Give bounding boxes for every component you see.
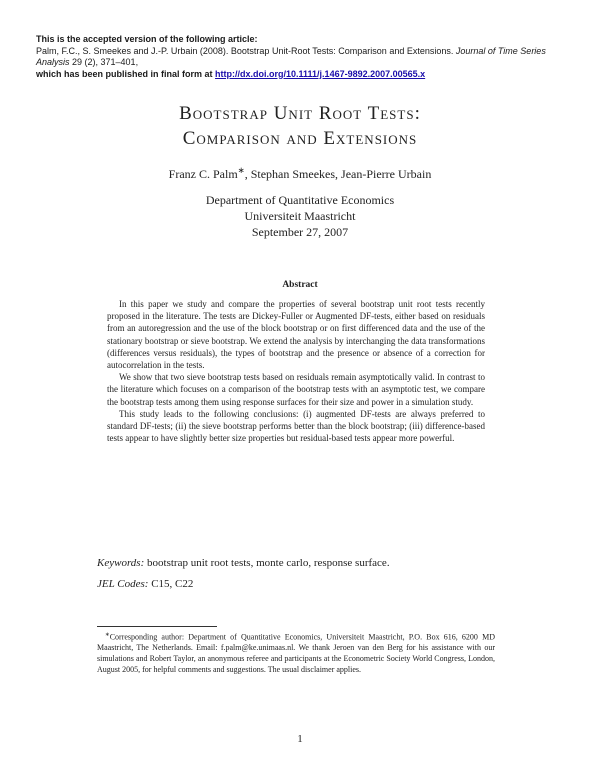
page-number: 1	[297, 733, 303, 745]
keywords-label: Keywords:	[97, 557, 145, 569]
footnote-text: Corresponding author: Department of Quantitative Economics, Universiteit Maastricht, P.O. Box 616, 6200 MD Maastricht, The Netherlands. Email: f.palm@ke.unimaas.nl. We thank Jeroen van den Berg for his assistance with our simulations and Robert Taylor, an anonymous referee and participants at the Econometric Society World Congress, London, August 2005, for helpful comments and suggestions. The usual disclaimer applies.	[97, 632, 495, 674]
footnote-marker: ∗	[105, 632, 110, 638]
author-first: Franz C. Palm	[168, 167, 238, 181]
paper-title-line2: Comparison and Extensions	[182, 128, 418, 149]
paper-title-line1: Bootstrap Unit Root Tests:	[179, 103, 421, 124]
jel-value: C15, C22	[148, 578, 194, 590]
footnote-rule	[97, 626, 217, 627]
footnote	[97, 630, 495, 675]
jel-label: JEL Codes:	[97, 578, 149, 590]
doi-link[interactable]: http://dx.doi.org/10.1111/j.1467-9892.2007.00565.x	[215, 68, 426, 79]
published-line	[36, 69, 576, 81]
author-footnote-marker[interactable]: ∗	[237, 166, 245, 175]
keywords-value: bootstrap unit root tests, monte carlo, response surface.	[144, 557, 390, 569]
abstract-paragraph: This study leads to the following conclusions: (i) augmented DF-tests are always preferred to standard DF-tests; (ii) the sieve bootstrap performs better than the block bootstrap; (iii) difference-based tests appear to have slightly better size properties but residual-based tests appear more powerful.	[107, 408, 485, 444]
abstract-paragraph: We show that two sieve bootstrap tests based on residuals remain asymptotically valid. In contrast to the literature which focuses on a comparison of the bootstrap tests with an asymptotic test, we compare the bootstrap tests among them using response surfaces for their size and power in a simulation study.	[107, 372, 485, 407]
author-rest: , Stephan Smeekes, Jean-Pierre Urbain	[244, 167, 432, 181]
published-prefix: which has been published in final form at	[36, 68, 216, 79]
citation-journal: Journal of Time Series Analysis	[36, 45, 546, 67]
university: Universiteit Maastricht	[244, 209, 356, 223]
accepted-version-notice: This is the accepted version of the following article:	[36, 34, 258, 44]
citation	[36, 46, 576, 69]
abstract-body	[107, 298, 485, 444]
citation-authors: Palm, F.C., S. Smeekes and J.-P. Urbain (2008). Bootstrap Unit-Root Tests: Comparison and Extensions.	[36, 45, 456, 56]
jel-codes	[97, 578, 193, 590]
abstract-paragraph: In this paper we study and compare the properties of several bootstrap unit root tests recently proposed in the literature. The tests are Dickey-Fuller or Augmented DF-tests, either based on residuals from an autoregression and the use of the block bootstrap or on first differenced data and the use of the stationary bootstrap or sieve bootstrap. We extend the analysis by interchanging the data transformations (differences versus residuals), the types of bootstrap and the presence or absence of a correction for autocorrelation in the tests.	[107, 299, 485, 371]
author-list	[0, 165, 600, 182]
publication-header	[36, 34, 576, 80]
paper-date: September 27, 2007	[251, 225, 349, 239]
department: Department of Quantitative Economics	[205, 193, 395, 207]
keywords	[97, 557, 390, 569]
citation-volume: 29 (2), 371–401,	[69, 57, 139, 67]
abstract-heading: Abstract	[282, 280, 318, 290]
